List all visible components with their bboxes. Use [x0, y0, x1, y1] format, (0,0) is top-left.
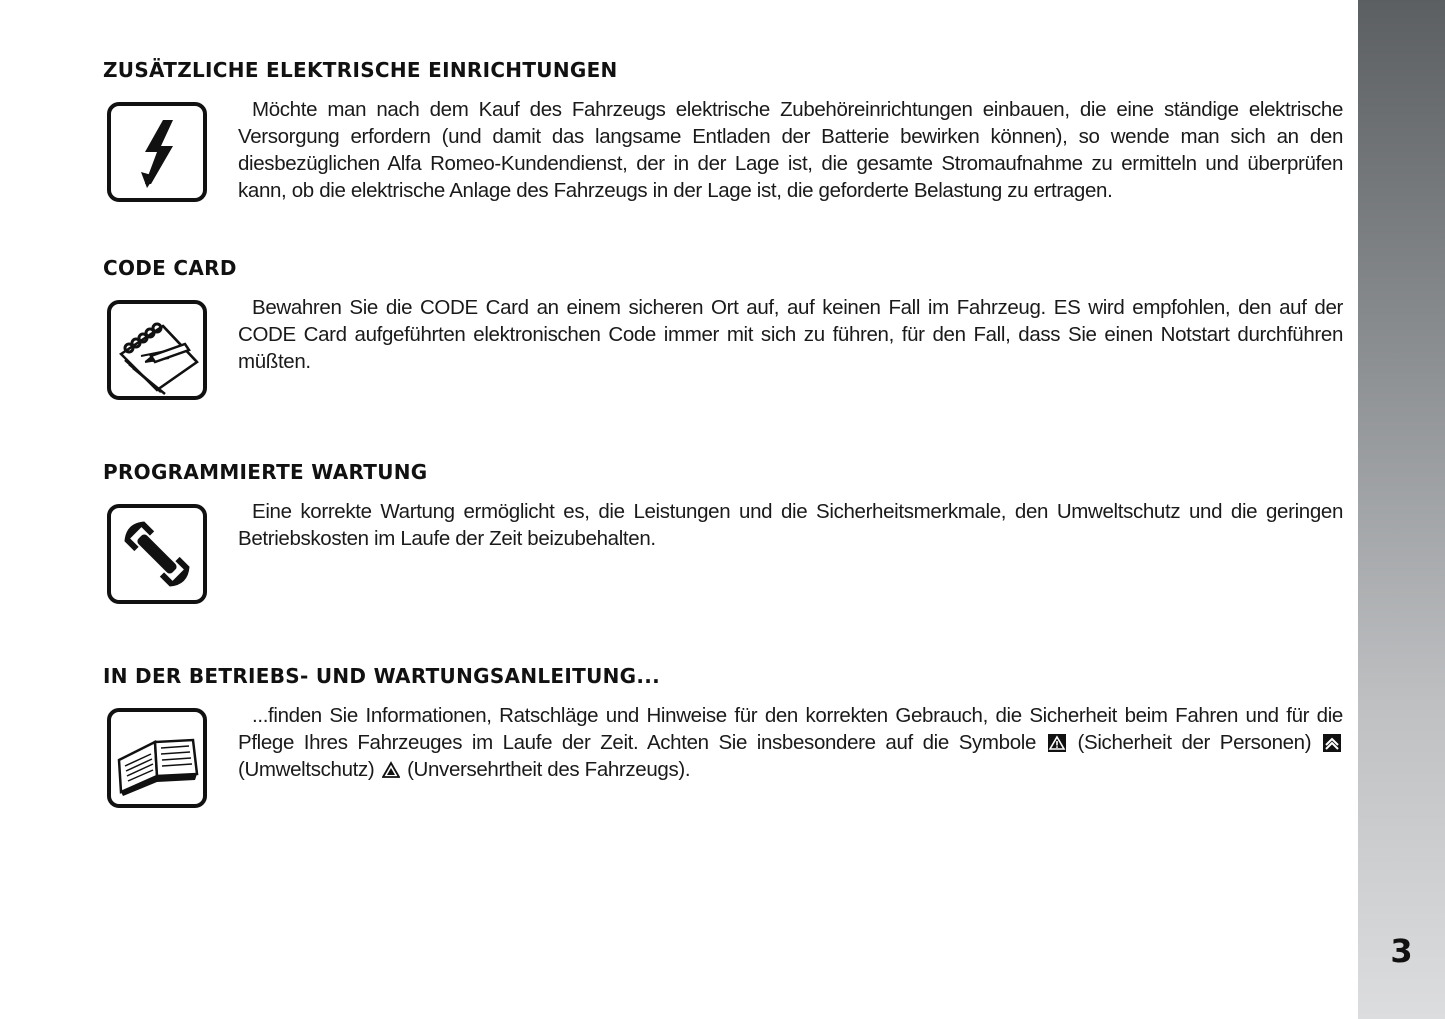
section-heading: ZUSÄTZLICHE ELEKTRISCHE EINRICHTUNGEN [103, 58, 618, 82]
section-programmed-maintenance [103, 460, 1343, 552]
notepad-pencil-icon [107, 300, 207, 400]
body-text-part: (Unversehrtheit des Fahrzeugs). [407, 758, 691, 781]
wrench-icon [107, 504, 207, 604]
lightning-bolt-icon [107, 102, 207, 202]
body-text-part: (Sicherheit der Personen) [1077, 731, 1312, 754]
vehicle-integrity-icon [382, 761, 400, 779]
section-manual-info [103, 664, 1343, 783]
person-safety-warning-icon [1048, 734, 1066, 752]
page-number: 3 [1390, 932, 1413, 970]
open-book-icon [107, 708, 207, 808]
section-body-text: Möchte man nach dem Kauf des Fahrzeugs elektrische Zubehöreinrichtungen einbauen, die eine ständige elektrische Versorgung erfordern (und damit das langsame Entladen der Batterie bewirken können), so wende man sich an den diesbezüglichen Alfa Romeo-Kundendienst, der in der Lage ist, die gesamte Stromaufnahme zu ermitteln und überprüfen kann, ob die elektrische Anlage des Fahrzeugs in der Lage ist, die geforderte Belastung zu ertragen. [238, 98, 1343, 202]
section-body-text: Eine korrekte Wartung ermöglicht es, die Leistungen und die Sicherheitsmerkmale, den Umweltschutz und die geringen Betriebskosten im Laufe der Zeit beizubehalten. [238, 500, 1343, 550]
section-electrical-equipment [103, 58, 1343, 204]
body-text-part: (Umweltschutz) [238, 758, 375, 781]
section-heading: CODE CARD [103, 256, 237, 280]
section-body-text [238, 702, 1343, 783]
section-heading: IN DER BETRIEBS- UND WARTUNGSANLEITUNG... [103, 664, 661, 688]
page-side-bar [1358, 0, 1445, 1019]
section-code-card [103, 256, 1343, 375]
section-heading: PROGRAMMIERTE WARTUNG [103, 460, 428, 484]
body-text-part: ...finden Sie Informationen, Ratschläge und Hinweise für den korrekten Gebrauch, die Sicherheit beim Fahren und für die Pflege Ihres Fahrzeuges im Laufe der Zeit. Achten Sie insbesondere auf die Symbole [238, 704, 1343, 754]
section-body-text: Bewahren Sie die CODE Card an einem sicheren Ort auf, auf keinen Fall im Fahrzeug. ES wird empfohlen, den auf der CODE Card aufgeführten elektronischen Code immer mit sich zu führen, für den Fall, dass Sie einen Notstart durchführen müßten. [238, 296, 1343, 373]
environment-protection-icon [1323, 734, 1341, 752]
